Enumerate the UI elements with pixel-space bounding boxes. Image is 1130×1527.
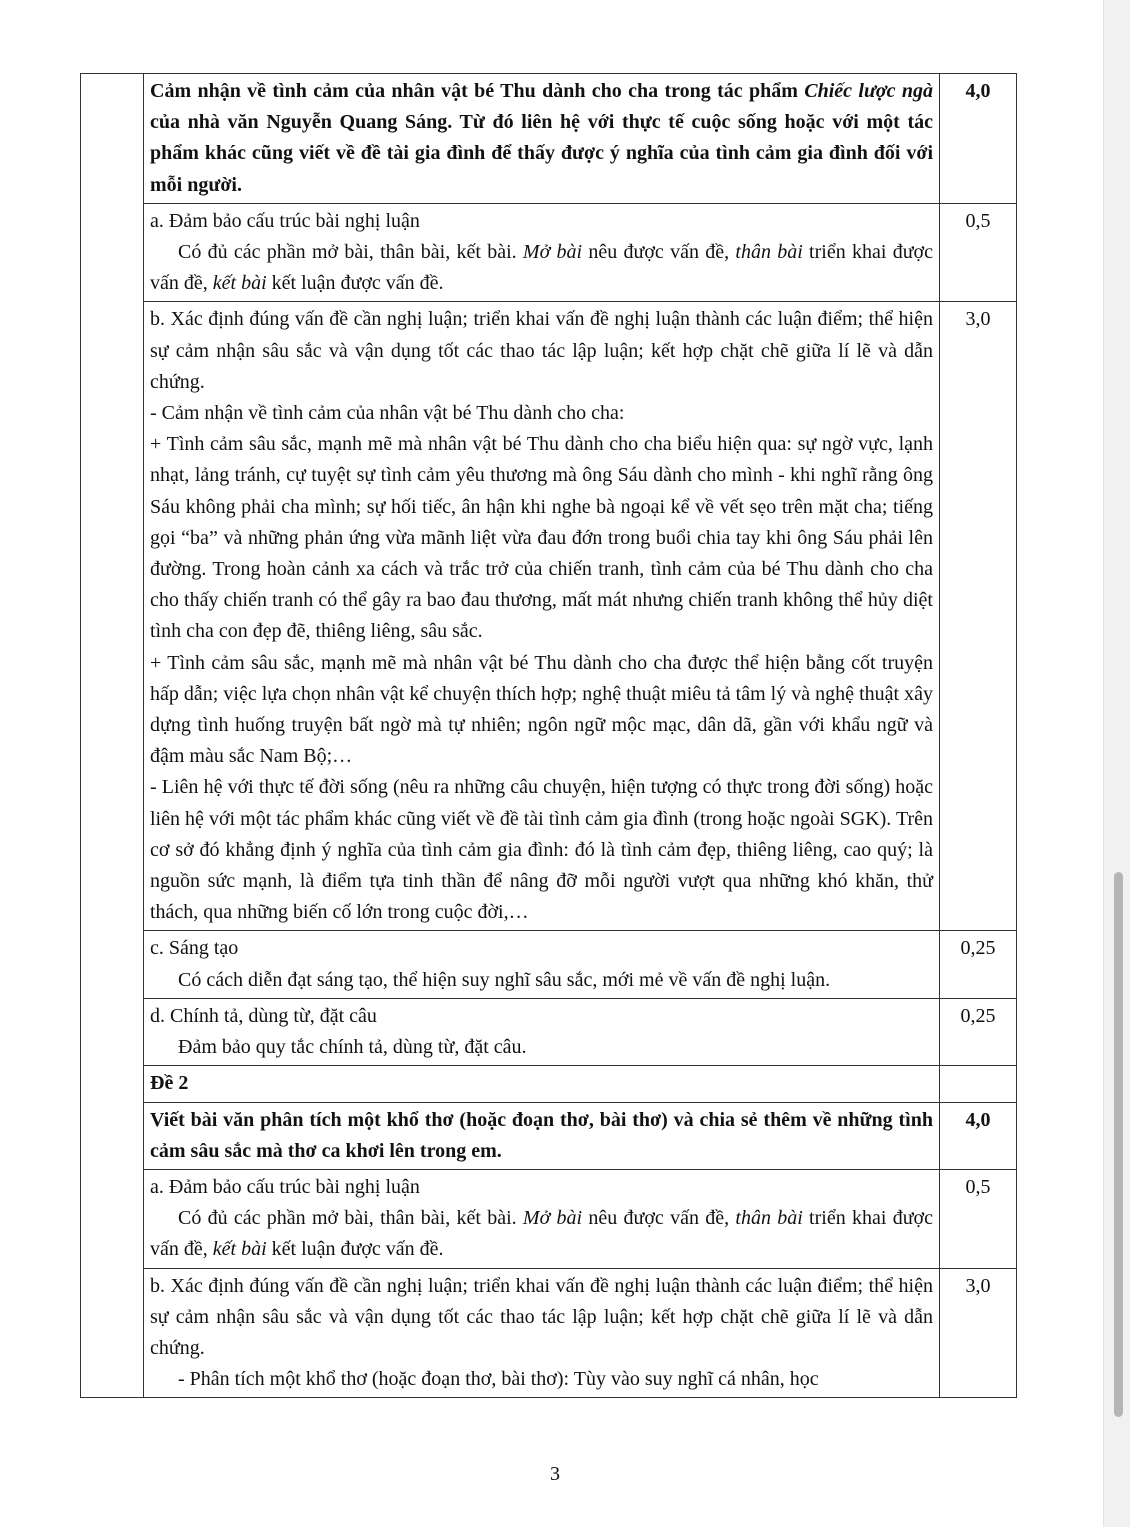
de2-b-score: 3,0 xyxy=(940,1268,1017,1398)
de2-a-text: Có đủ các phần mở bài, thân bài, kết bài. Mở bài nêu được vấn đề, thân bài triển khai được vấn đề, kết bài kết luận được vấn đề. xyxy=(150,1207,933,1261)
de1-title-b: của nhà văn Nguyễn Quang Sáng. Từ đó liên hệ với thực tế cuộc sống hoặc với một tác phẩm khác cũng viết về đề tài gia đình để thấy được ý nghĩa của tình cảm gia đình đối với mỗi người. xyxy=(150,111,933,196)
de2-label-score-cell xyxy=(940,1066,1017,1102)
de1-a-text: Có đủ các phần mở bài, thân bài, kết bài. Mở bài nêu được vấn đề, thân bài triển khai được vấn đề, kết bài kết luận được vấn đề. xyxy=(150,241,933,295)
de1-b-p4: - Liên hệ với thực tế đời sống (nêu ra những câu chuyện, hiện tượng có thực trong đời sống) hoặc liên hệ với một tác phẩm khác cũng viết về đề tài tình cảm gia đình (trong hoặc ngoài SGK). Trên cơ sở đó khẳng định ý nghĩa của tình cảm gia đình: đó là tình cảm đẹp, thiêng liêng, cao quý; là nguồn sức mạnh, là điểm tựa tinh thần để nâng đỡ mỗi người vượt qua những khó khăn, thử thách, qua những biến cố lớn trong cuộc đời,… xyxy=(150,776,933,924)
de2-score: 4,0 xyxy=(940,1102,1017,1169)
de1-title-a: Cảm nhận về tình cảm của nhân vật bé Thu dành cho cha trong tác phẩm xyxy=(150,80,805,102)
table-row xyxy=(81,998,1017,1065)
table-row xyxy=(81,1066,1017,1102)
de1-d-text: Đảm bảo quy tắc chính tả, dùng từ, đặt câu. xyxy=(178,1036,527,1059)
de1-d-cell xyxy=(144,998,940,1065)
de1-d-score: 0,25 xyxy=(940,998,1017,1065)
de1-title-cell xyxy=(144,74,940,204)
de2-b-cell xyxy=(144,1268,940,1398)
table-row xyxy=(81,74,1017,204)
de1-b-cell xyxy=(144,302,940,931)
table-row xyxy=(81,931,1017,998)
de2-title: Viết bài văn phân tích một khổ thơ (hoặc đoạn thơ, bài thơ) và chia sẻ thêm về những tình cảm sâu sắc mà thơ ca khơi lên trong em. xyxy=(144,1102,940,1169)
de2-b-heading: b. Xác định đúng vấn đề cần nghị luận; triển khai vấn đề nghị luận thành các luận điểm; thể hiện sự cảm nhận sâu sắc và vận dụng tốt các thao tác lập luận; kết hợp chặt chẽ giữa lí lẽ và dẫn chứng. xyxy=(150,1274,933,1359)
de1-b-heading: b. Xác định đúng vấn đề cần nghị luận; triển khai vấn đề nghị luận thành các luận điểm; thể hiện sự cảm nhận sâu sắc và vận dụng tốt các thao tác lập luận; kết hợp chặt chẽ giữa lí lẽ và dẫn chứng. xyxy=(150,308,933,393)
table-row xyxy=(81,203,1017,302)
table-row xyxy=(81,1268,1017,1398)
de2-a-score: 0,5 xyxy=(940,1169,1017,1268)
de1-b-p1: - Cảm nhận về tình cảm của nhân vật bé Thu dành cho cha: xyxy=(150,402,625,425)
de1-c-score: 0,25 xyxy=(940,931,1017,998)
de1-a-score: 0,5 xyxy=(940,203,1017,302)
de1-d-heading: d. Chính tả, dùng từ, đặt câu xyxy=(150,1004,377,1027)
de2-a-cell xyxy=(144,1169,940,1268)
table-row xyxy=(81,302,1017,931)
grading-table xyxy=(80,73,1017,1398)
de1-b-score: 3,0 xyxy=(940,302,1017,931)
de1-title-work: Chiếc lược ngà xyxy=(804,80,934,102)
de2-b-p1: - Phân tích một khổ thơ (hoặc đoạn thơ, bài thơ): Tùy vào suy nghĩ cá nhân, học xyxy=(178,1368,819,1391)
page-number: 3 xyxy=(550,1463,560,1485)
blank-column-cell xyxy=(81,74,144,1398)
de1-b-p2: + Tình cảm sâu sắc, mạnh mẽ mà nhân vật bé Thu dành cho cha biểu hiện qua: sự ngờ vực, lạnh nhạt, lảng tránh, cự tuyệt sự tình cảm yêu thương mà ông Sáu dành cho mình - khi nghĩ rằng ông Sáu không phải cha mình; sự hối tiếc, ân hận khi nghe bà ngoại kể về vết sẹo trên mặt cha; tiếng gọi “ba” và những phản ứng vừa mãnh liệt vừa đau đớn trong buổi chia tay khi ông Sáu phải lên đường. Trong hoàn cảnh xa cách và trắc trở của chiến tranh, tình cảm của bé Thu dành cho cha cho thấy chiến tranh có thể gây ra bao đau thương, mất mát nhưng chiến tranh không thể hủy diệt tình cha con đẹp đẽ, thiêng liêng, sâu sắc. xyxy=(150,433,933,643)
de1-a-cell xyxy=(144,203,940,302)
table-row xyxy=(81,1102,1017,1169)
de1-b-p3: + Tình cảm sâu sắc, mạnh mẽ mà nhân vật bé Thu dành cho cha được thể hiện bằng cốt truyện hấp dẫn; việc lựa chọn nhân vật kể chuyện thích hợp; nghệ thuật miêu tả tâm lý và nghệ thuật xây dựng tình huống truyện bất ngờ mà tự nhiên; ngôn ngữ mộc mạc, dân dã, gần với khẩu ngữ và đậm màu sắc Nam Bộ;… xyxy=(150,651,933,768)
de1-score: 4,0 xyxy=(940,74,1017,204)
de2-a-heading: a. Đảm bảo cấu trúc bài nghị luận xyxy=(150,1175,420,1198)
table-row xyxy=(81,1169,1017,1268)
de2-label: Đề 2 xyxy=(144,1066,940,1102)
de1-c-cell xyxy=(144,931,940,998)
scrollbar-thumb[interactable] xyxy=(1114,872,1123,1417)
de1-c-heading: c. Sáng tạo xyxy=(150,937,239,960)
de1-a-heading: a. Đảm bảo cấu trúc bài nghị luận xyxy=(150,209,420,232)
scrollbar-track[interactable] xyxy=(1103,0,1130,1527)
de1-c-text: Có cách diễn đạt sáng tạo, thể hiện suy nghĩ sâu sắc, mới mẻ về vấn đề nghị luận. xyxy=(178,968,831,991)
